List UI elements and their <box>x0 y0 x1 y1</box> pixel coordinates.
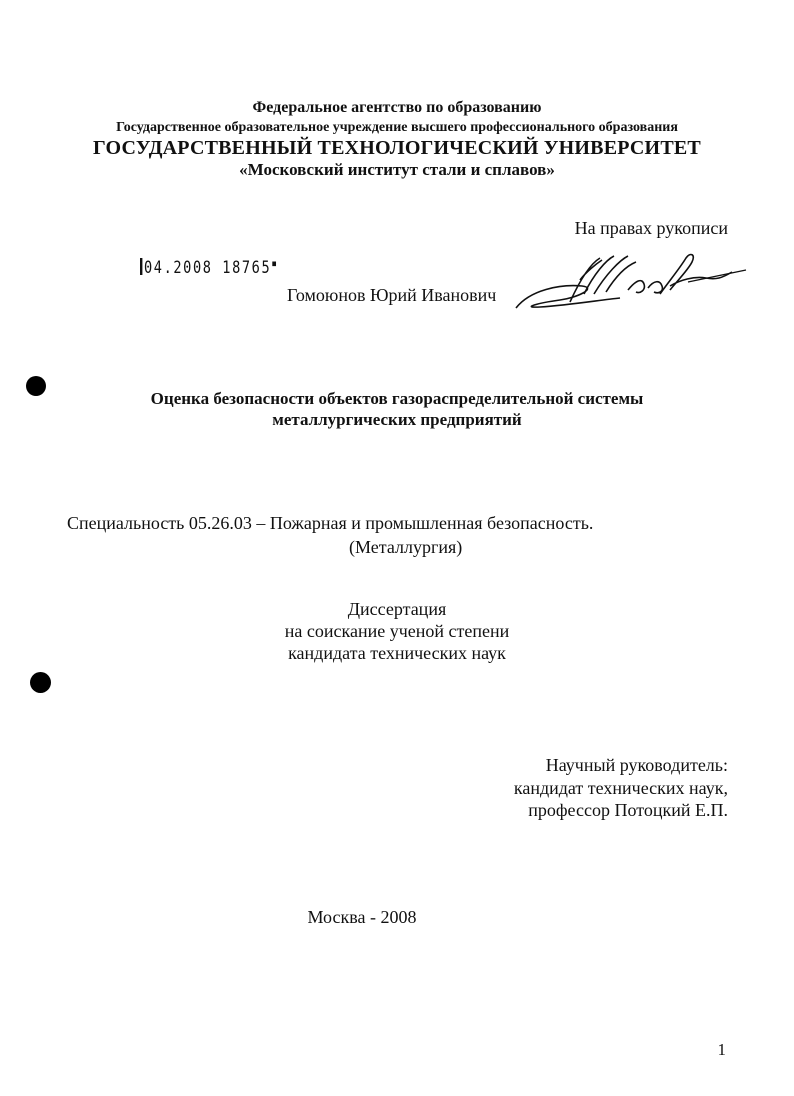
supervisor-label: Научный руководитель: <box>545 755 728 775</box>
thesis-title-line2: металлургических предприятий <box>272 410 522 429</box>
institute-heading: «Московский институт стали и сплавов» <box>239 160 555 179</box>
institution-type-heading: Государственное образовательное учреждение высшего профессионального образования <box>116 120 678 135</box>
registration-stamp-text: 04.2008 18765 <box>144 258 272 278</box>
agency-heading: Федеральное агентство по образованию <box>252 99 542 116</box>
thesis-title-line1: Оценка безопасности объектов газораспределительной системы <box>150 389 644 408</box>
supervisor-name: профессор Потоцкий Е.П. <box>528 800 728 820</box>
university-heading: ГОСУДАРСТВЕННЫЙ ТЕХНОЛОГИЧЕСКИЙ УНИВЕРСИТЕТ <box>93 137 701 159</box>
author-signature <box>510 250 750 322</box>
dissertation-label: Диссертация <box>347 599 447 619</box>
dissertation-degree-field: кандидата технических наук <box>288 643 506 663</box>
manuscript-note: На правах рукописи <box>574 218 728 238</box>
city-year: Москва - 2008 <box>307 907 417 927</box>
supervisor-degree: кандидат технических наук, <box>513 778 728 798</box>
page-number: 1 <box>717 1040 726 1059</box>
specialty-field: (Металлургия) <box>349 537 463 557</box>
dissertation-degree-line: на соискание ученой степени <box>284 621 510 641</box>
punch-hole-mark <box>30 672 51 693</box>
registration-stamp: 04.2008 18765▪ <box>140 256 279 278</box>
specialty-line: Специальность 05.26.03 – Пожарная и промышленная безопасность. <box>67 513 594 533</box>
author-name: Гомоюнов Юрий Иванович <box>287 285 497 305</box>
